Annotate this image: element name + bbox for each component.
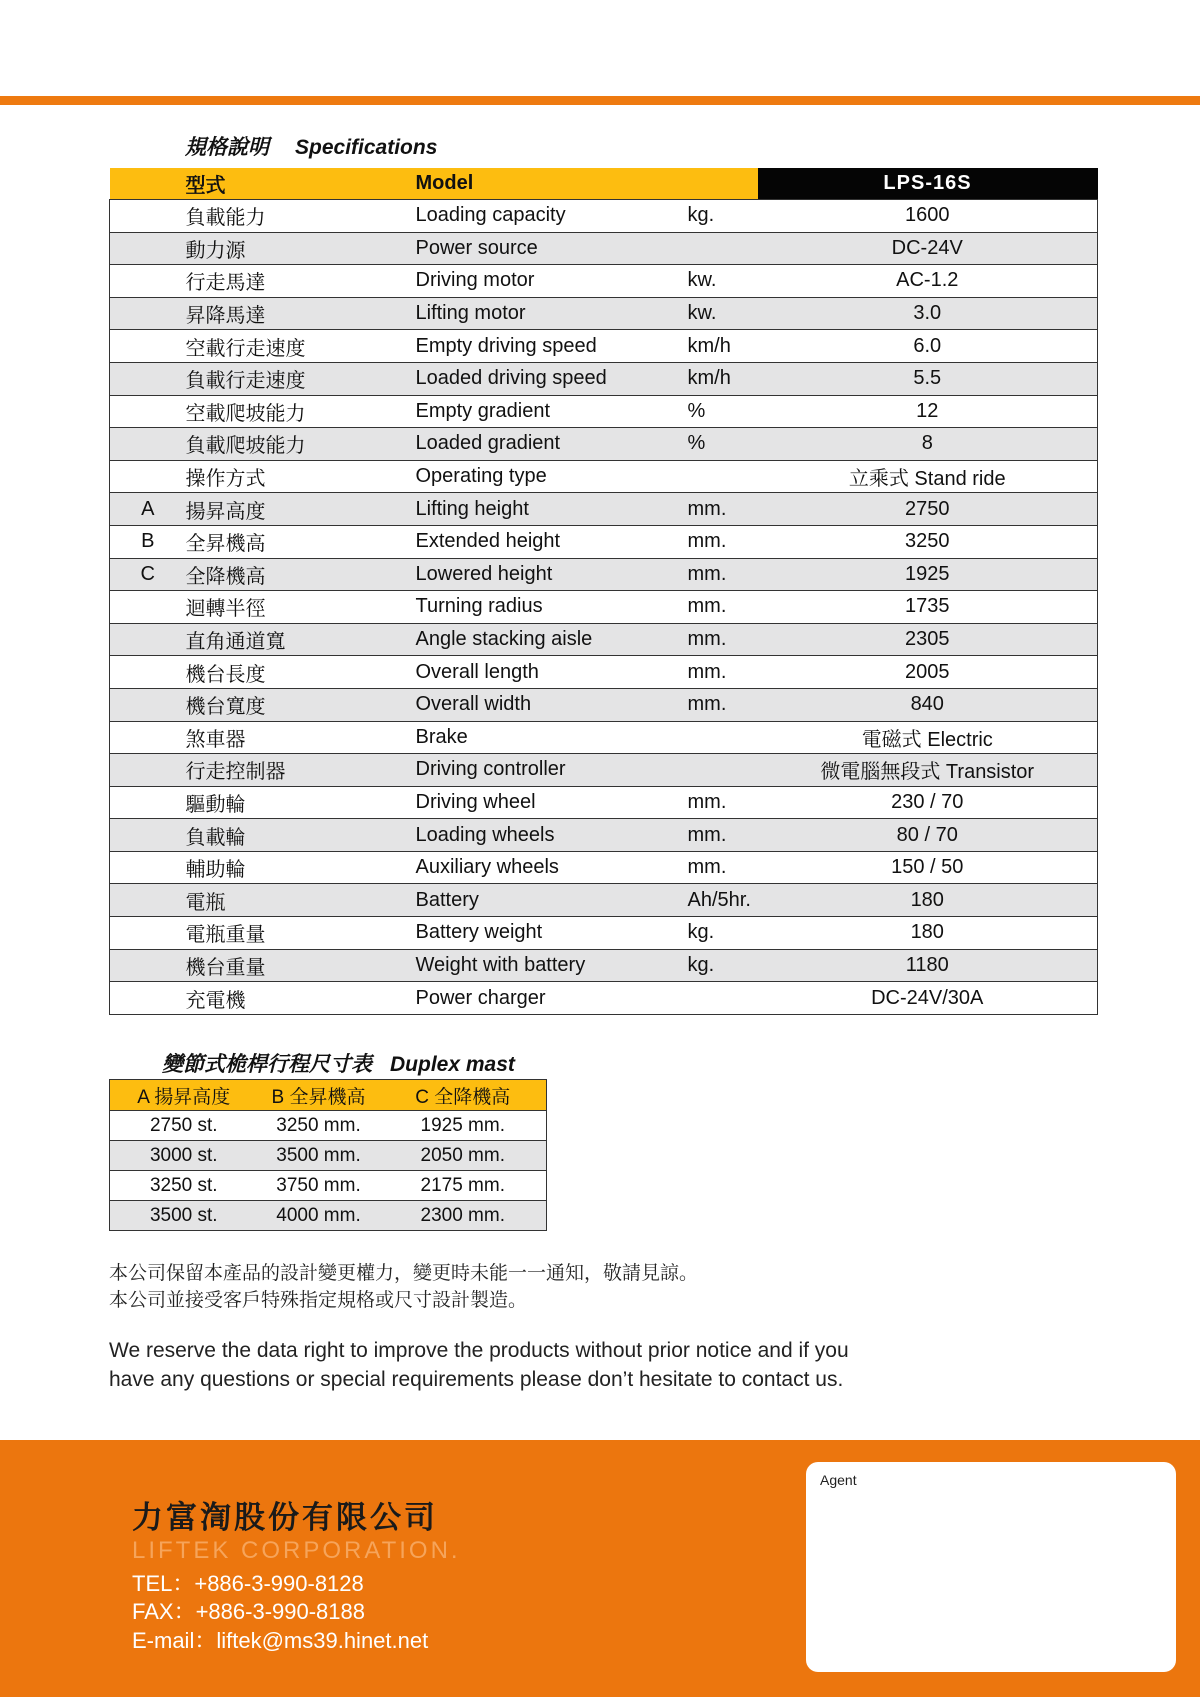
spec-row — [110, 851, 1098, 884]
spec-row-value: 840 — [758, 688, 1098, 721]
mast-cell: 3500 st. — [110, 1201, 258, 1231]
mast-cell: 3250 st. — [110, 1171, 258, 1201]
duplex-mast-title-zh: 變節式桅桿行程尺寸表 — [162, 1053, 372, 1076]
spec-row-unit: mm. — [688, 591, 758, 624]
notice-en-line2: have any questions or special requirements please don’t hesitate to contact us. — [109, 1368, 844, 1391]
spec-row-value: DC-24V/30A — [758, 982, 1098, 1015]
duplex-mast-title — [162, 1048, 515, 1078]
spec-row-label-zh: 直角通道寬 — [186, 623, 416, 656]
spec-row-unit: kg. — [688, 200, 758, 233]
spec-row — [110, 819, 1098, 852]
spec-row-value: 5.5 — [758, 362, 1098, 395]
spec-row-value: 1600 — [758, 200, 1098, 233]
agent-box — [806, 1462, 1176, 1672]
spec-row-label-en: Turning radius — [416, 591, 688, 624]
spec-row-label-zh: 操作方式 — [186, 460, 416, 493]
spec-row — [110, 949, 1098, 982]
spec-row-label-en: Loaded driving speed — [416, 362, 688, 395]
mast-cell: 4000 mm. — [258, 1201, 380, 1231]
spec-row — [110, 330, 1098, 363]
specifications-title-zh: 規格說明 — [185, 136, 269, 159]
mast-row — [110, 1171, 547, 1201]
spec-row-unit — [688, 721, 758, 754]
spec-row-letter — [110, 265, 186, 298]
spec-row-label-zh: 負載能力 — [186, 200, 416, 233]
spec-row-label-zh: 全降機高 — [186, 558, 416, 591]
spec-row-label-zh: 輔助輪 — [186, 851, 416, 884]
notice-en-line1: We reserve the data right to improve the products without prior notice and if you — [109, 1339, 849, 1362]
spec-row-letter — [110, 656, 186, 689]
spec-row-label-en: Extended height — [416, 525, 688, 558]
spec-row-value: 1735 — [758, 591, 1098, 624]
spec-row-value: 8 — [758, 428, 1098, 461]
spec-row-letter — [110, 623, 186, 656]
spec-row — [110, 395, 1098, 428]
spec-row-label-en: Driving controller — [416, 754, 688, 787]
spec-row-label-zh: 機台長度 — [186, 656, 416, 689]
spec-row-unit — [688, 754, 758, 787]
spec-row-unit — [688, 982, 758, 1015]
spec-row-label-en: Loading wheels — [416, 819, 688, 852]
spec-row-label-en: Weight with battery — [416, 949, 688, 982]
spec-row-letter — [110, 460, 186, 493]
spec-row-letter: B — [110, 525, 186, 558]
spec-row-letter — [110, 362, 186, 395]
spec-row — [110, 493, 1098, 526]
mast-row — [110, 1201, 547, 1231]
spec-row-value: 2750 — [758, 493, 1098, 526]
spec-row-value: AC-1.2 — [758, 265, 1098, 298]
spec-row-unit: % — [688, 428, 758, 461]
spec-row-letter: A — [110, 493, 186, 526]
specifications-table — [109, 168, 1098, 1015]
mast-cell: 3000 st. — [110, 1141, 258, 1171]
spec-row — [110, 525, 1098, 558]
spec-row-label-zh: 負載輪 — [186, 819, 416, 852]
notice-english — [109, 1336, 1009, 1394]
spec-row-label-zh: 行走控制器 — [186, 754, 416, 787]
spec-row-label-zh: 機台寬度 — [186, 688, 416, 721]
spec-row-value: DC-24V — [758, 232, 1098, 265]
spec-row-label-en: Auxiliary wheels — [416, 851, 688, 884]
specifications-title-en: Specifications — [295, 136, 438, 159]
spec-row-unit: mm. — [688, 656, 758, 689]
specifications-title — [185, 131, 437, 161]
mast-header-c: C 全降機高 — [380, 1080, 547, 1111]
spec-row-unit: mm. — [688, 525, 758, 558]
spec-row-label-en: Lifting height — [416, 493, 688, 526]
spec-row-unit — [688, 232, 758, 265]
spec-row-label-en: Angle stacking aisle — [416, 623, 688, 656]
spec-row-letter — [110, 428, 186, 461]
spec-row-unit: mm. — [688, 786, 758, 819]
spec-row-unit: mm. — [688, 623, 758, 656]
spec-row-value: 電磁式 Electric — [758, 721, 1098, 754]
spec-row-label-en: Empty driving speed — [416, 330, 688, 363]
spec-row-label-zh: 昇降馬達 — [186, 297, 416, 330]
spec-row — [110, 982, 1098, 1015]
spec-row-unit: mm. — [688, 851, 758, 884]
mast-cell: 2175 mm. — [380, 1171, 547, 1201]
mast-cell: 3250 mm. — [258, 1111, 380, 1141]
spec-row — [110, 721, 1098, 754]
agent-label: Agent — [820, 1472, 857, 1488]
contact-tel: TEL：+886-3-990-8128 — [132, 1571, 364, 1596]
spec-row-value: 3250 — [758, 525, 1098, 558]
mast-cell: 2050 mm. — [380, 1141, 547, 1171]
spec-row-letter — [110, 754, 186, 787]
spec-row-letter — [110, 982, 186, 1015]
spec-row — [110, 917, 1098, 950]
mast-row — [110, 1141, 547, 1171]
spec-row-label-en: Driving wheel — [416, 786, 688, 819]
mast-cell: 2750 st. — [110, 1111, 258, 1141]
spec-row-label-zh: 行走馬達 — [186, 265, 416, 298]
mast-cell: 1925 mm. — [380, 1111, 547, 1141]
spec-row-label-zh: 迴轉半徑 — [186, 591, 416, 624]
spec-row-label-en: Lowered height — [416, 558, 688, 591]
spec-row-letter — [110, 819, 186, 852]
spec-row-label-zh: 空載行走速度 — [186, 330, 416, 363]
spec-row-label-zh: 電瓶重量 — [186, 917, 416, 950]
notice-chinese — [109, 1260, 698, 1314]
spec-row-letter — [110, 884, 186, 917]
contact-email: E-mail：liftek@ms39.hinet.net — [132, 1628, 429, 1653]
model-name: LPS-16S — [758, 168, 1098, 200]
spec-row-unit: % — [688, 395, 758, 428]
spec-row-value: 150 / 50 — [758, 851, 1098, 884]
mast-cell: 2300 mm. — [380, 1201, 547, 1231]
spec-row-letter — [110, 949, 186, 982]
spec-row-value: 3.0 — [758, 297, 1098, 330]
spec-row-unit: kg. — [688, 949, 758, 982]
spec-header-row — [110, 168, 1098, 200]
spec-row — [110, 362, 1098, 395]
spec-row-letter — [110, 721, 186, 754]
spec-row-label-en: Battery — [416, 884, 688, 917]
spec-row — [110, 623, 1098, 656]
spec-row-letter — [110, 395, 186, 428]
spec-row-unit: kw. — [688, 297, 758, 330]
spec-row-letter: C — [110, 558, 186, 591]
mast-header-row — [110, 1080, 547, 1111]
spec-row-value: 微電腦無段式 Transistor — [758, 754, 1098, 787]
spec-row-label-zh: 負載爬坡能力 — [186, 428, 416, 461]
spec-row-unit: mm. — [688, 688, 758, 721]
model-label-en: Model — [416, 168, 758, 200]
spec-row-label-zh: 充電機 — [186, 982, 416, 1015]
mast-header-a: A 揚昇高度 — [110, 1080, 258, 1111]
spec-row-unit: mm. — [688, 493, 758, 526]
spec-row-label-zh: 全昇機高 — [186, 525, 416, 558]
spec-row-value: 180 — [758, 884, 1098, 917]
spec-row — [110, 428, 1098, 461]
spec-row-label-en: Operating type — [416, 460, 688, 493]
spec-row-letter — [110, 851, 186, 884]
spec-row — [110, 265, 1098, 298]
spec-row-unit: kg. — [688, 917, 758, 950]
spec-row — [110, 460, 1098, 493]
duplex-mast-title-en: Duplex mast — [390, 1053, 515, 1076]
spec-row-letter — [110, 200, 186, 233]
spec-row-value: 1180 — [758, 949, 1098, 982]
spec-row-letter — [110, 297, 186, 330]
spec-row — [110, 297, 1098, 330]
spec-row-letter — [110, 786, 186, 819]
spec-row-value: 2305 — [758, 623, 1098, 656]
spec-row-unit: km/h — [688, 330, 758, 363]
spec-row-label-en: Overall length — [416, 656, 688, 689]
notice-zh-line2: 本公司並接受客戶特殊指定規格或尺寸設計製造。 — [109, 1289, 528, 1311]
spec-row-unit: mm. — [688, 558, 758, 591]
company-name-en: LIFTEK CORPORATION. — [132, 1537, 461, 1564]
top-orange-stripe — [0, 96, 1200, 105]
spec-row-label-en: Empty gradient — [416, 395, 688, 428]
mast-cell: 3500 mm. — [258, 1141, 380, 1171]
notice-zh-line1: 本公司保留本產品的設計變更權力，變更時未能一一通知，敬請見諒。 — [109, 1262, 699, 1284]
spec-row — [110, 754, 1098, 787]
spec-row-label-en: Brake — [416, 721, 688, 754]
company-name-zh: 力富渹股份有限公司 — [132, 1500, 438, 1536]
spec-row-value: 12 — [758, 395, 1098, 428]
spec-row-unit — [688, 460, 758, 493]
spec-row-value: 立乘式 Stand ride — [758, 460, 1098, 493]
spec-row-label-zh: 揚昇高度 — [186, 493, 416, 526]
spec-row-letter — [110, 591, 186, 624]
spec-row-label-en: Driving motor — [416, 265, 688, 298]
duplex-mast-table — [109, 1079, 547, 1231]
spec-row-label-en: Loading capacity — [416, 200, 688, 233]
spec-row-label-zh: 機台重量 — [186, 949, 416, 982]
spec-row-letter — [110, 330, 186, 363]
spec-row-label-zh: 煞車器 — [186, 721, 416, 754]
spec-row-label-zh: 負載行走速度 — [186, 362, 416, 395]
spec-row-label-zh: 驅動輪 — [186, 786, 416, 819]
spec-row — [110, 558, 1098, 591]
spec-row — [110, 786, 1098, 819]
spec-row-value: 180 — [758, 917, 1098, 950]
spec-row-value: 80 / 70 — [758, 819, 1098, 852]
spec-row-value: 230 / 70 — [758, 786, 1098, 819]
spec-row-label-en: Power source — [416, 232, 688, 265]
spec-row-label-zh: 空載爬坡能力 — [186, 395, 416, 428]
spec-row — [110, 884, 1098, 917]
spec-row-value: 1925 — [758, 558, 1098, 591]
model-label-zh: 型式 — [186, 168, 416, 200]
spec-row-label-zh: 電瓶 — [186, 884, 416, 917]
spec-row-label-en: Loaded gradient — [416, 428, 688, 461]
spec-row-label-zh: 動力源 — [186, 232, 416, 265]
spec-row-unit: Ah/5hr. — [688, 884, 758, 917]
spec-row-label-en: Lifting motor — [416, 297, 688, 330]
spec-row-letter — [110, 688, 186, 721]
spec-row-value: 2005 — [758, 656, 1098, 689]
spec-row — [110, 688, 1098, 721]
spec-row-unit: kw. — [688, 265, 758, 298]
spec-row-value: 6.0 — [758, 330, 1098, 363]
spec-row — [110, 232, 1098, 265]
mast-row — [110, 1111, 547, 1141]
spec-row-label-en: Power charger — [416, 982, 688, 1015]
spec-row-unit: mm. — [688, 819, 758, 852]
mast-header-b: B 全昇機高 — [258, 1080, 380, 1111]
spec-row — [110, 200, 1098, 233]
mast-cell: 3750 mm. — [258, 1171, 380, 1201]
spec-row — [110, 591, 1098, 624]
spec-row-letter — [110, 917, 186, 950]
spec-row-label-en: Battery weight — [416, 917, 688, 950]
spec-row-letter — [110, 232, 186, 265]
spec-row-unit: km/h — [688, 362, 758, 395]
spec-row — [110, 656, 1098, 689]
contact-fax: FAX：+886-3-990-8188 — [132, 1599, 365, 1624]
spec-row-label-en: Overall width — [416, 688, 688, 721]
